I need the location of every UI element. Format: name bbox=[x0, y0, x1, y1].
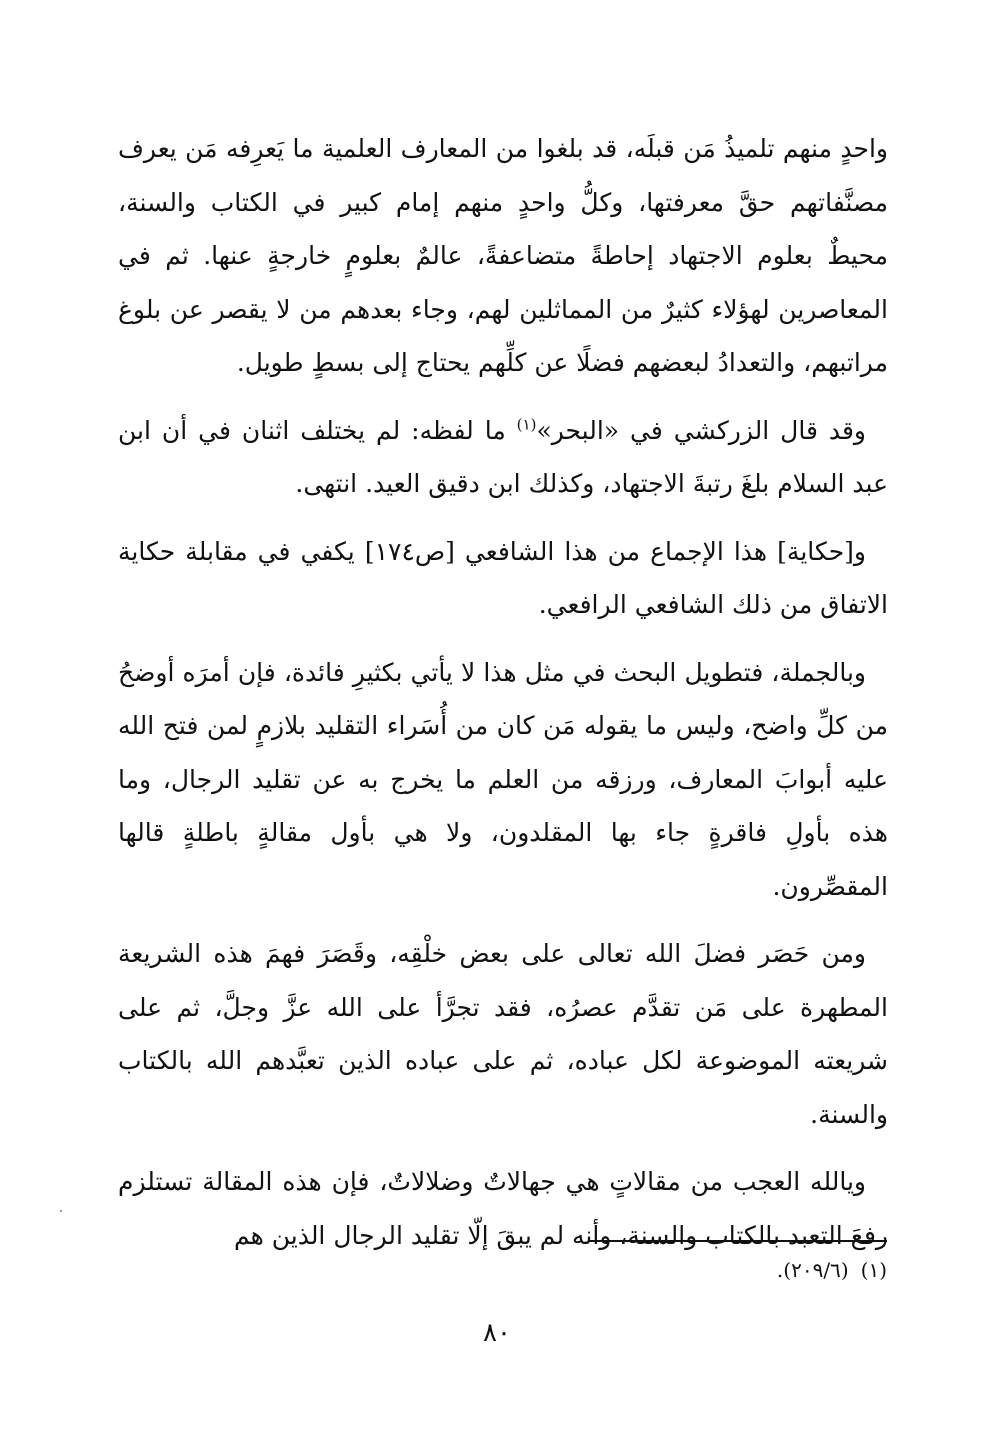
footnote bbox=[487, 1255, 887, 1285]
footnote-divider bbox=[589, 1240, 887, 1242]
scan-speck bbox=[60, 1210, 62, 1212]
footnote-reference: (١) bbox=[516, 415, 537, 434]
page-number: ٨٠ bbox=[483, 1318, 511, 1348]
paragraph-5: ومن حَصَر فضلَ الله تعالى على بعض خلْقِه، وقَصَرَ فهمَ هذه الشريعة المطهرة على مَن تقدَّم عصرُه، فقد تجرَّأ على الله عزَّ وجلَّ، ثم على شريعته الموضوعة لكل عباده، ثم على عباده الذين تعبَّدهم الله بالكتاب والسنة. bbox=[118, 939, 888, 1129]
footnote-text: (٢٠٩/٦). bbox=[776, 1258, 849, 1282]
footnote-marker: (١) bbox=[860, 1258, 887, 1282]
main-text bbox=[118, 122, 888, 1276]
paragraph-2 bbox=[118, 404, 888, 511]
paragraph-2-after: ما لفظه: لم يختلف اثنان في أن ابن عبد السلام بلغَ رتبةَ الاجتهاد، وكذلك ابن دقيق العيد. انتهى. bbox=[118, 415, 888, 498]
paragraph-6: ويالله العجب من مقالاتٍ هي جهالاتٌ وضلالاتٌ، فإن هذه المقالة تستلزم رفعَ التعبد بالكتاب والسنة، وأنه لم يبقَ إلّا تقليد الرجال الذين هم bbox=[118, 1167, 888, 1250]
paragraph-3: و[حكاية] هذا الإجماع من هذا الشافعي [ص١٧٤] يكفي في مقابلة حكاية الاتفاق من ذلك الشافعي الرافعي. bbox=[118, 536, 888, 619]
paragraph-2-before: وقد قال الزركشي في «البحر» bbox=[536, 415, 866, 445]
paragraph-4: وبالجملة، فتطويل البحث في مثل هذا لا يأتي بكثيرِ فائدة، فإن أمرَه أوضحُ من كلِّ واضح، وليس ما يقوله مَن كان من أُسَراء التقليد بلازمٍ لمن فتح الله عليه أبوابَ المعارف، ورزقه من العلم ما يخرج به عن تقليد الرجال، وما هذه بأولِ فاقرةٍ جاء بها المقلدون، ولا هي بأول مقالةٍ باطلةٍ قالها المقصِّرون. bbox=[118, 657, 888, 901]
paragraph-1: واحدٍ منهم تلميذُ مَن قبلَه، قد بلغوا من المعارف العلمية ما يَعرِفه مَن يعرف مصنَّفاتهم حقَّ معرفتها، وكلُّ واحدٍ منهم إمام كبير في الكتاب والسنة، محيطٌ بعلوم الاجتهاد إحاطةً متضاعفةً، عالمٌ بعلومٍ خارجةٍ عنها. ثم في المعاصرين لهؤلاء كثيرٌ من المماثلين لهم، وجاء بعدهم من لا يقصر عن بلوغ مراتبهم، والتعدادُ لبعضهم فضلًا عن كلِّهم يحتاج إلى بسطٍ طويل. bbox=[118, 134, 888, 377]
